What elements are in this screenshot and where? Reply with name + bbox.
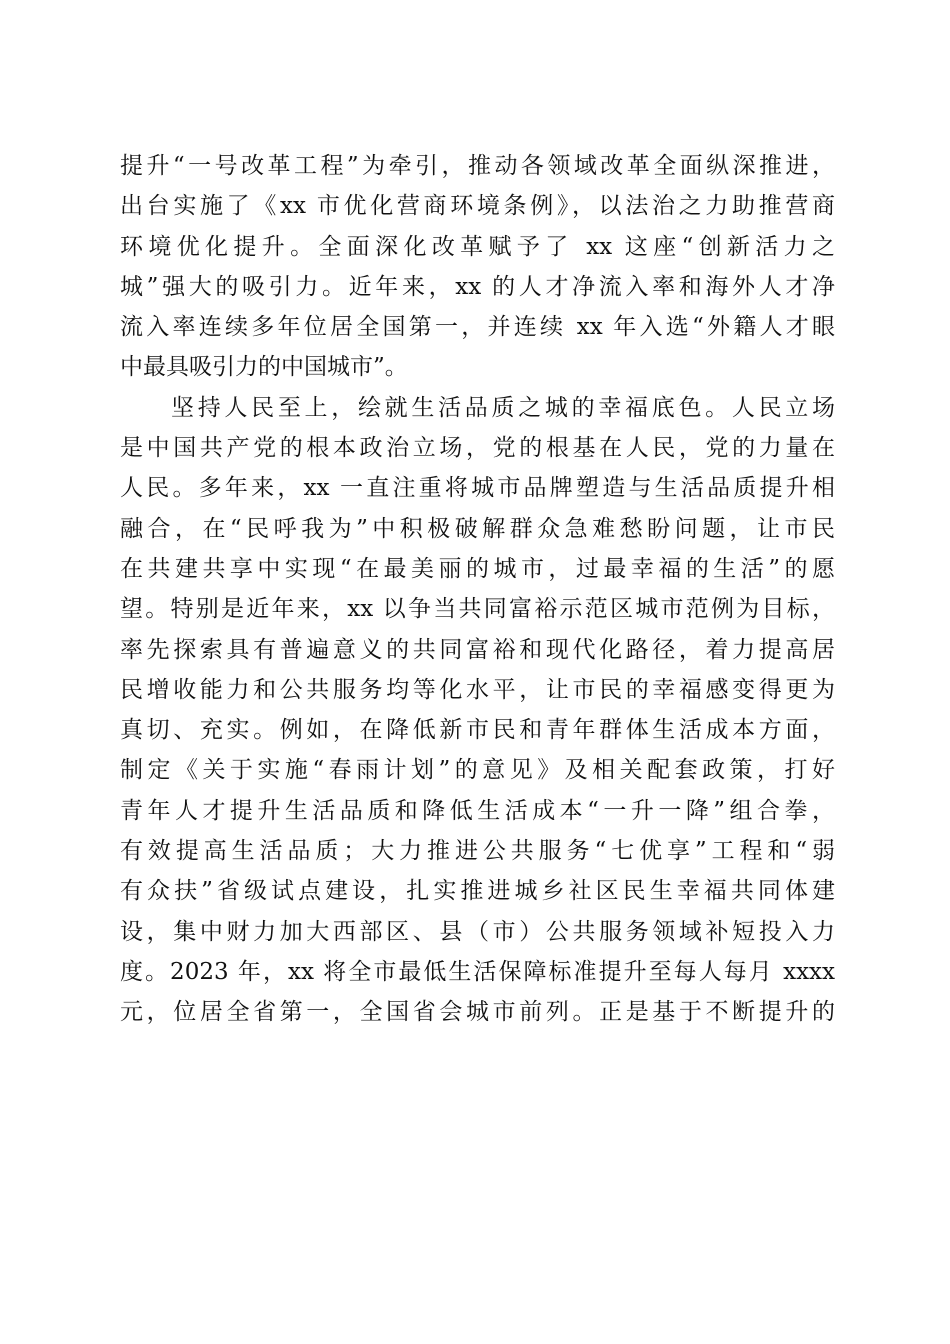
paragraph-line: 民增收能力和公共服务均等化水平，让市民的幸福感变得更为 <box>120 676 835 703</box>
paragraph-line: 城”强大的吸引力。近年来，xx 的人才净流入率和海外人才净 <box>120 273 835 300</box>
paragraph-line: 有众扶”省级试点建设，扎实推进城乡社区民生幸福共同体建 <box>120 878 835 905</box>
paragraph-line: 人民。多年来，xx 一直注重将城市品牌塑造与生活品质提升相 <box>120 475 835 502</box>
paragraph-line: 坚持人民至上，绘就生活品质之城的幸福底色。人民立场 <box>171 394 835 421</box>
paragraph-line: 设，集中财力加大西部区、县（市）公共服务领域补短投入力 <box>120 918 835 945</box>
paragraph-2 <box>120 388 835 1033</box>
paragraph-1 <box>120 146 835 388</box>
paragraph-line: 中最具吸引力的中国城市”。 <box>120 354 408 381</box>
paragraph-line: 真切、充实。例如，在降低新市民和青年群体生活成本方面， <box>120 717 835 744</box>
paragraph-line: 制定《关于实施“春雨计划”的意见》及相关配套政策，打好 <box>120 757 835 784</box>
paragraph-line: 青年人才提升生活品质和降低生活成本“一升一降”组合拳， <box>120 797 835 824</box>
paragraph-line: 望。特别是近年来，xx 以争当共同富裕示范区城市范例为目标， <box>120 596 835 623</box>
paragraph-line: 度。2023 年，xx 将全市最低生活保障标准提升至每人每月 xxxx <box>120 958 835 985</box>
paragraph-line: 融合，在“民呼我为”中积极破解群众急难愁盼问题，让市民 <box>120 515 835 542</box>
document-body <box>120 146 835 1033</box>
paragraph-line: 元，位居全省第一，全国省会城市前列。正是基于不断提升的 <box>120 999 835 1026</box>
paragraph-line: 出台实施了《xx 市优化营商环境条例》，以法治之力助推营商 <box>120 193 835 220</box>
paragraph-line: 提升“一号改革工程”为牵引，推动各领域改革全面纵深推进， <box>120 153 835 179</box>
paragraph-line: 有效提高生活品质；大力推进公共服务“七优享”工程和“弱 <box>120 838 835 865</box>
paragraph-line: 在共建共享中实现“在最美丽的城市，过最幸福的生活”的愿 <box>120 555 835 582</box>
paragraph-line: 是中国共产党的根本政治立场，党的根基在人民，党的力量在 <box>120 435 835 462</box>
paragraph-line: 率先探索具有普遍意义的共同富裕和现代化路径，着力提高居 <box>120 636 835 663</box>
paragraph-line: 流入率连续多年位居全国第一，并连续 xx 年入选“外籍人才眼 <box>120 314 835 341</box>
paragraph-line: 环境优化提升。全面深化改革赋予了 xx 这座“创新活力之 <box>120 233 835 260</box>
